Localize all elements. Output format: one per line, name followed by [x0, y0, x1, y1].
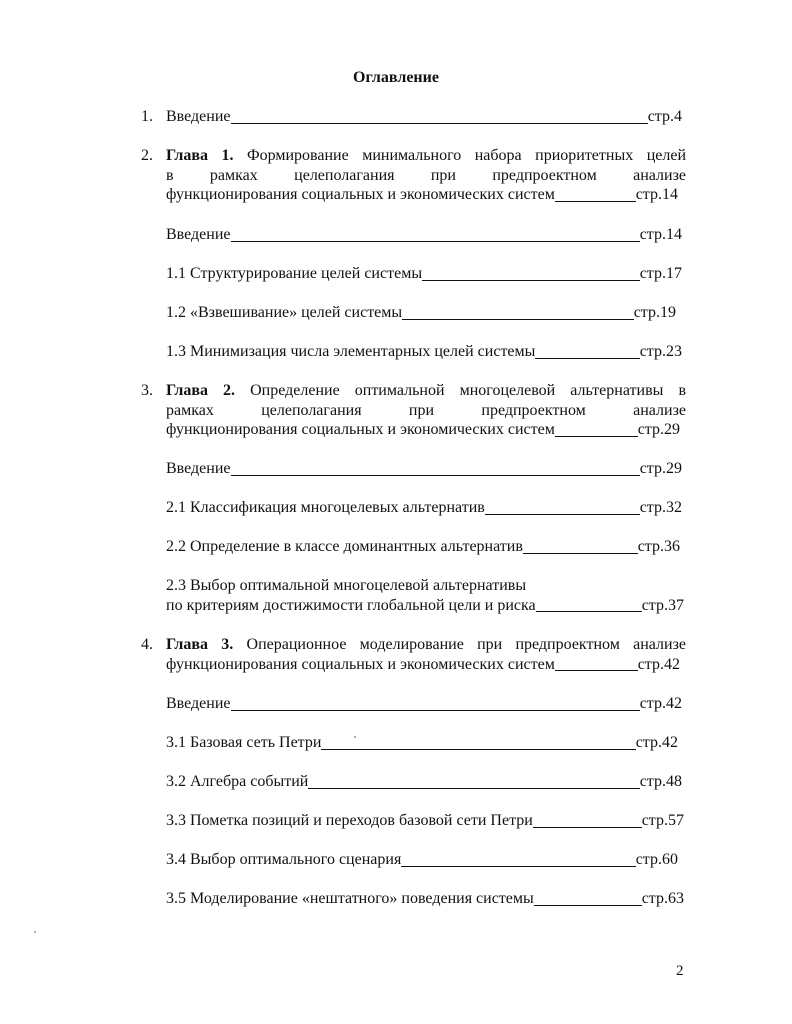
page-number: 2 — [676, 963, 684, 979]
entry-page: стр.42 — [637, 655, 680, 673]
toc-subentry[interactable]: Введение стр.29 — [166, 460, 682, 477]
leader-line — [555, 201, 636, 202]
chapter-line: функционирования социальных и экономических систем стр.42 — [166, 655, 680, 673]
leader-line — [231, 123, 648, 124]
toc-subentry[interactable]: Введение стр.14 — [166, 226, 682, 243]
leader-line — [231, 241, 640, 242]
toc-entry-intro[interactable] — [166, 107, 682, 127]
leader-line — [555, 436, 638, 437]
toc-subentry[interactable]: 1.1 Структурирование целей системы стр.17 — [166, 265, 682, 282]
entry-label: Введение — [166, 108, 231, 125]
toc-subentry[interactable]: Введение стр.42 — [166, 695, 682, 712]
leader-line — [523, 553, 638, 554]
chapter-label: Глава 3. — [166, 636, 234, 653]
entry-number: 3. — [141, 382, 153, 399]
toc-subentry[interactable]: 1.2 «Взвешивание» целей системы стр.19 — [166, 304, 676, 321]
toc-subentry[interactable]: 3.1 Базовая сеть Петри стр.42 — [166, 734, 678, 751]
toc-title: Оглавление — [353, 69, 439, 86]
toc-subentry[interactable]: 3.3 Пометка позиций и переходов базовой сети Петри стр.57 — [166, 812, 684, 829]
toc-entry-chapter-3[interactable] — [166, 635, 686, 674]
chapter-line: Глава 3. Операционное моделирование при предпроектном анализе — [166, 636, 687, 653]
toc-subentry[interactable]: 2.1 Классификация многоцелевых альтернатив стр.32 — [166, 499, 682, 516]
chapter-line: в рамках целеполагания при предпроектном анализе — [166, 166, 686, 184]
chapter-line: Глава 2. Определение оптимальной многоцелевой альтернативы в — [166, 382, 686, 399]
entry-page: стр.4 — [647, 108, 682, 125]
chapter-label: Глава 1. — [166, 147, 234, 164]
toc-subentry[interactable]: 2.3 Выбор оптимальной многоцелевой альтернативы по критериям достижимости глобальной цели и риска стр.37 — [166, 577, 684, 614]
entry-number: 1. — [141, 108, 153, 125]
toc-entry-chapter-2[interactable] — [166, 381, 686, 440]
chapter-line: рамках целеполагания при предпроектном анализе — [166, 401, 686, 419]
leader-line — [555, 670, 638, 671]
chapter-line: функционирования социальных и экономических систем стр.14 — [166, 186, 678, 203]
scan-speck — [354, 736, 356, 738]
chapter-line: функционирования социальных и экономических систем стр.29 — [166, 421, 680, 438]
leader-line — [321, 749, 635, 750]
leader-line — [533, 827, 642, 828]
leader-line — [402, 319, 634, 320]
toc-subentry[interactable]: 2.2 Определение в классе доминантных альтернатив стр.36 — [166, 538, 680, 555]
leader-line — [422, 280, 640, 281]
leader-line — [308, 788, 639, 789]
toc-subentry[interactable]: 1.3 Минимизация числа элементарных целей системы стр.23 — [166, 343, 682, 360]
toc-entry-chapter-1[interactable] — [166, 146, 686, 205]
leader-line — [535, 358, 639, 359]
entry-page: стр.14 — [635, 186, 678, 203]
leader-line — [534, 905, 642, 906]
toc-subentry[interactable]: 3.5 Моделирование «нештатного» поведения системы стр.63 — [166, 890, 684, 907]
scan-speck — [34, 931, 36, 933]
leader-line — [231, 475, 640, 476]
toc-subentry[interactable]: 3.4 Выбор оптимального сценария стр.60 — [166, 851, 678, 868]
leader-line — [536, 611, 642, 612]
entry-number: 4. — [141, 636, 153, 653]
entry-number: 2. — [141, 147, 153, 164]
toc-subentry[interactable]: 3.2 Алгебра событий стр.48 — [166, 773, 682, 790]
chapter-line: Глава 1. Формирование минимального набора приоритетных целей — [166, 147, 686, 164]
chapter-label: Глава 2. — [166, 382, 236, 399]
leader-line — [401, 866, 635, 867]
leader-line — [231, 710, 640, 711]
entry-page: стр.29 — [637, 421, 680, 438]
leader-line — [485, 514, 640, 515]
